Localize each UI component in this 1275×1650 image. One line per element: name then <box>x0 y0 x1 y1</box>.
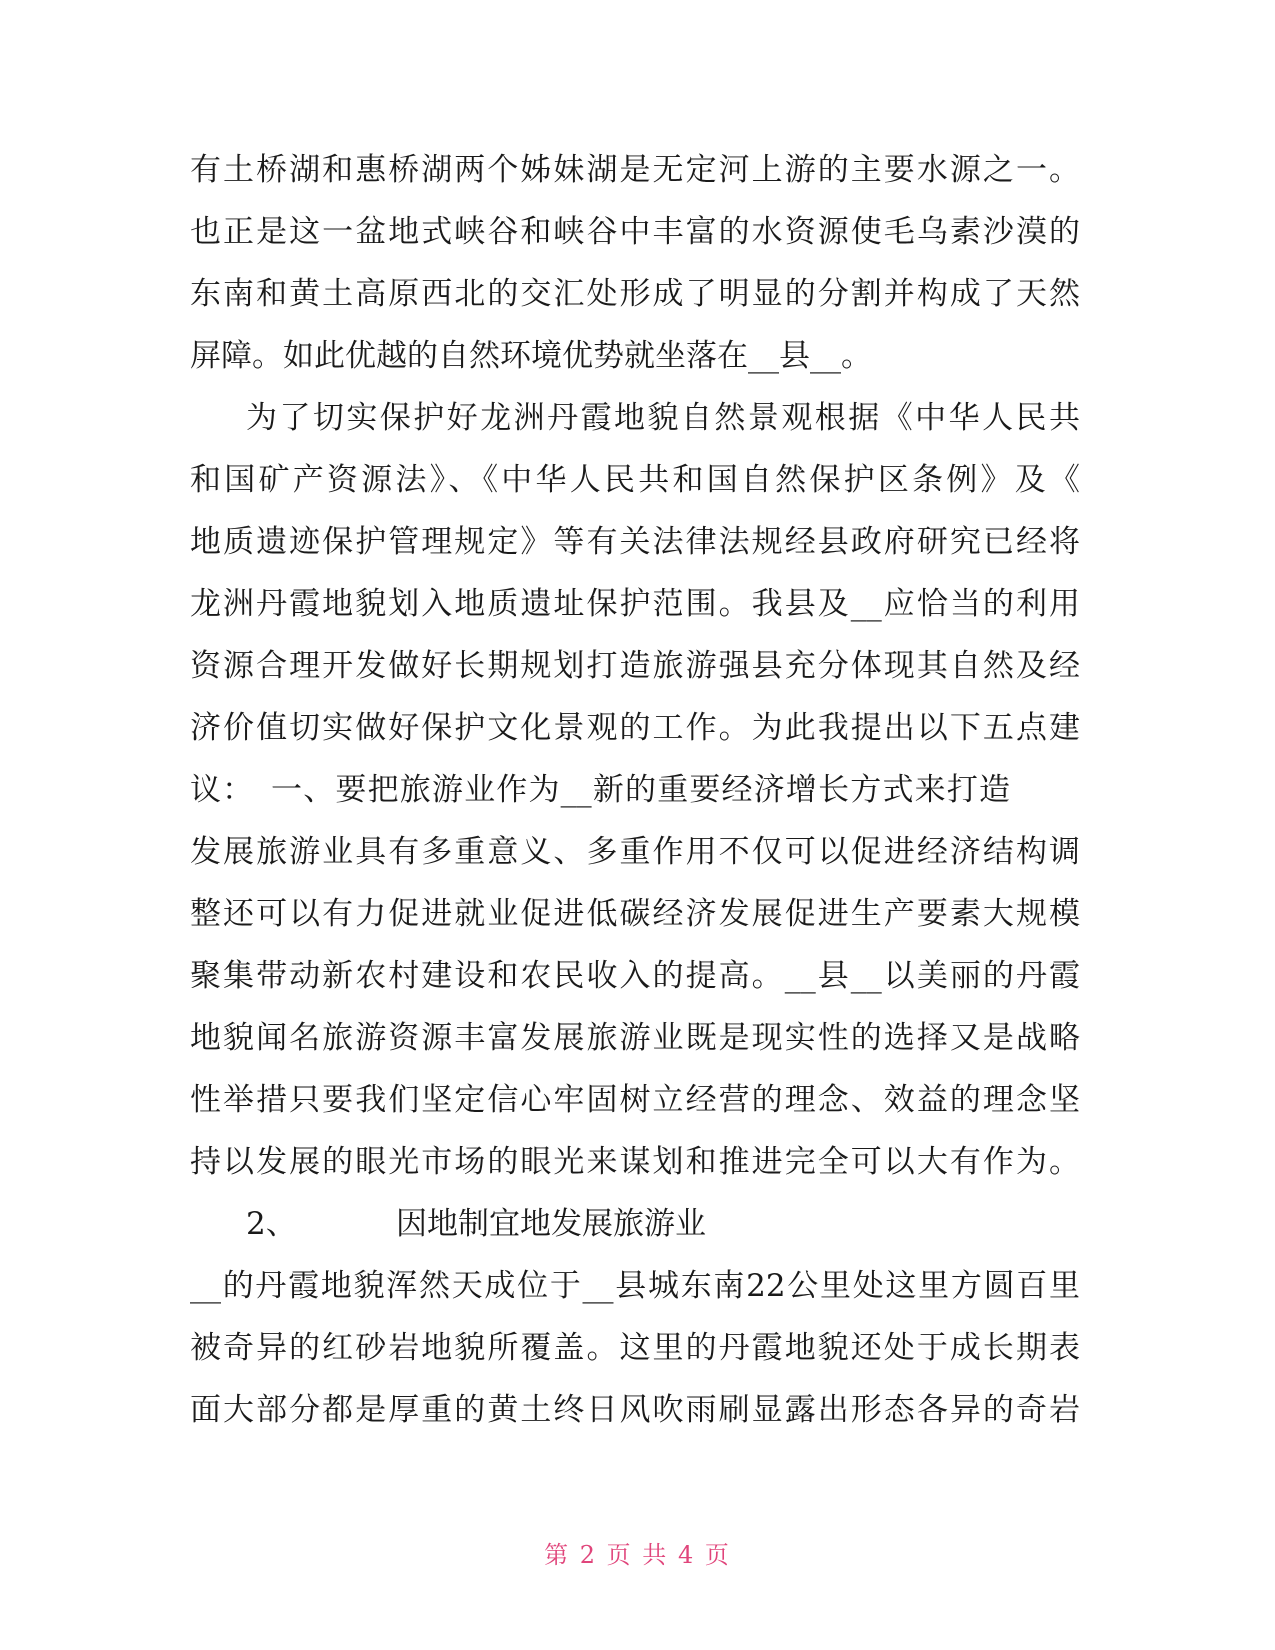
paragraph-4-line-1: __的丹霞地貌浑然天成位于__县城东南22公里处这里方圆百里 <box>190 1268 1080 1304</box>
paragraph-3-line-5: 性举措只要我们坚定信心牢固树立经营的理念、效益的理念坚 <box>190 1082 1080 1118</box>
body-line-2: 也正是这一盆地式峡谷和峡谷中丰富的水资源使毛乌素沙漠的 <box>190 214 1080 250</box>
paragraph-4-line-2: 被奇异的红砂岩地貌所覆盖。这里的丹霞地貌还处于成长期表 <box>190 1330 1080 1366</box>
paragraph-2-line-2: 和国矿产资源法》、《中华人民共和国自然保护区条例》及《 <box>190 462 1080 498</box>
paragraph-2-line-6: 济价值切实做好保护文化景观的工作。为此我提出以下五点建 <box>190 710 1080 746</box>
section-heading-title: 因地制宜地发展旅游业 <box>396 1206 706 1242</box>
body-line-3: 东南和黄土高原西北的交汇处形成了明显的分割并构成了天然 <box>190 276 1080 312</box>
paragraph-4-line-3: 面大部分都是厚重的黄土终日风吹雨刷显露出形态各异的奇岩 <box>190 1392 1080 1428</box>
paragraph-3-line-1: 发展旅游业具有多重意义、多重作用不仅可以促进经济结构调 <box>190 834 1080 870</box>
paragraph-2-line-3: 地质遗迹保护管理规定》等有关法律法规经县政府研究已经将 <box>190 524 1080 560</box>
paragraph-2-line-7: 议： 一、要把旅游业作为__新的重要经济增长方式来打造 <box>190 772 1010 808</box>
paragraph-3-line-4: 地貌闻名旅游资源丰富发展旅游业既是现实性的选择又是战略 <box>190 1020 1080 1056</box>
paragraph-2-line-4: 龙洲丹霞地貌划入地质遗址保护范围。我县及__应恰当的利用 <box>190 586 1080 622</box>
paragraph-3-line-2: 整还可以有力促进就业促进低碳经济发展促进生产要素大规模 <box>190 896 1080 932</box>
paragraph-3-line-3: 聚集带动新农村建设和农民收入的提高。__县__以美丽的丹霞 <box>190 958 1080 994</box>
body-line-4: 屏障。如此优越的自然环境优势就坐落在__县__。 <box>190 338 872 374</box>
paragraph-2-line-1: 为了切实保护好龙洲丹霞地貌自然景观根据《中华人民共 <box>246 400 1080 436</box>
page-number-footer: 第 2 页 共 4 页 <box>544 1541 731 1569</box>
section-heading <box>246 1204 1080 1244</box>
paragraph-2-line-5: 资源合理开发做好长期规划打造旅游强县充分体现其自然及经 <box>190 648 1080 684</box>
paragraph-3-line-6: 持以发展的眼光市场的眼光来谋划和推进完全可以大有作为。 <box>190 1144 1080 1180</box>
section-heading-number: 2、 <box>246 1206 297 1242</box>
body-line-1: 有土桥湖和惠桥湖两个姊妹湖是无定河上游的主要水源之一。 <box>190 152 1080 188</box>
